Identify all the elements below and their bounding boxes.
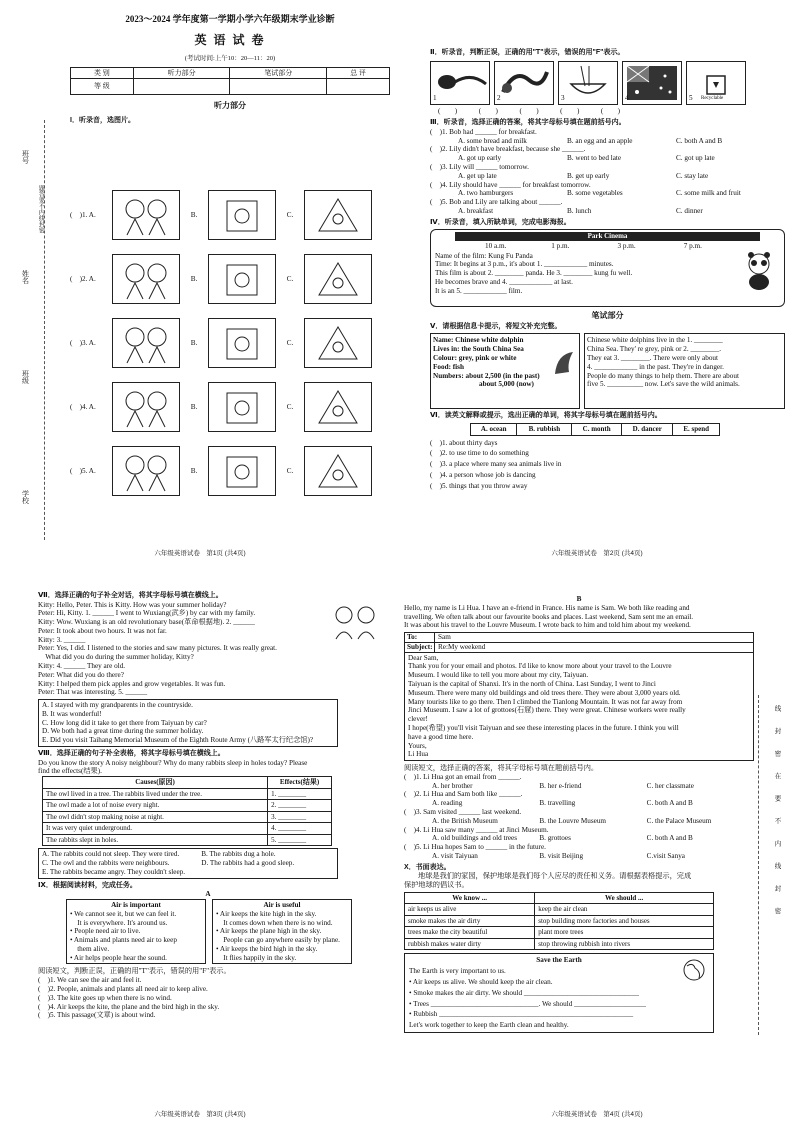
know-should-table	[404, 892, 714, 951]
table-cell: rubbish makes water dirty	[405, 938, 535, 950]
choice-item: E. Did you visit Taihang Memorial Museum of the Eighth Route Army (八路军太行纪念馆)?	[42, 736, 314, 745]
tf-pictures	[430, 61, 785, 105]
mc-option-c: C. some milk and fruit	[676, 189, 741, 198]
passage-line[interactable]: China Sea. They' re grey, pink or 2. ________.	[587, 345, 722, 354]
mc-question[interactable]: ( )2. Lily didn't have breakfast, because she ______.	[430, 145, 586, 154]
passage-line[interactable]: 4. ____________ in the past. They're in danger.	[587, 362, 724, 371]
mc-item	[404, 808, 754, 826]
part-a-label: A	[205, 890, 211, 899]
box-line: • We cannot see it, but we can feel it.	[70, 909, 177, 918]
tf-item[interactable]: ( )5. This passage(文章) is about wind.	[38, 1011, 156, 1020]
choice-item: B. It was wonderful!	[42, 709, 102, 718]
q8-intro-line: find the effects(结果).	[38, 767, 102, 776]
option-c-label: C.	[286, 210, 294, 219]
dolphin-icon	[551, 348, 577, 378]
card-line: Lives in: the South China Sea	[433, 345, 524, 354]
essay-box	[404, 953, 714, 1032]
essay-line[interactable]: • Smoke makes the air dirty. We should ________________________________	[409, 988, 639, 997]
seal-dashed-line	[44, 120, 45, 540]
mc-option-a: A. breakfast	[458, 206, 494, 215]
mc-option-a: A. two hamburgers	[458, 189, 514, 198]
email-line: Yours,	[408, 741, 427, 750]
section-3-heading: Ⅲ．听录音，选择正确的答案，将其字母标号填在题前括号内。	[430, 119, 626, 127]
definition-item[interactable]: ( )2. to use time to do something	[430, 449, 529, 458]
mc-option-b: B. an egg and an apple	[567, 136, 633, 145]
table-cell: trees make the city beautiful	[405, 927, 535, 939]
australia-flag-picture: 4	[622, 61, 682, 105]
mc-option-b: B. lunch	[567, 206, 592, 215]
card-line: Name: Chinese white dolphin	[433, 336, 524, 345]
score-header: 总 评	[327, 67, 390, 79]
question-number[interactable]: ( )5. A.	[70, 466, 96, 475]
mc-option-b: B. get up early	[567, 171, 610, 180]
mc-item	[430, 145, 785, 163]
food-picture-a[interactable]	[112, 254, 180, 304]
section-6-heading: Ⅵ．读英文解释或提示，选出正确的单词，将其字母标号填在题前括号内。	[430, 412, 662, 420]
word-option: A. ocean	[471, 424, 517, 436]
email-line: Li Hua	[408, 750, 429, 759]
mc-options	[430, 207, 785, 216]
tf-item[interactable]: ( )3. The kite goes up when there is no wind.	[38, 993, 172, 1002]
mc-question[interactable]: ( )5. Li Hua hopes Sam to ______ in the future.	[404, 843, 546, 852]
choice-item: A. The rabbits could not sleep. They were tired.	[42, 850, 180, 859]
show-times	[485, 242, 750, 251]
mc-option-c: C.visit Sanya	[646, 851, 685, 860]
kids-picture-b[interactable]	[208, 190, 276, 240]
email-line: I hope(希望) you'll visit Taiyuan and see these interesting places in the future. I think you will	[408, 723, 679, 732]
score-header: 听力部分	[133, 67, 230, 79]
kids-picture-a[interactable]	[112, 190, 180, 240]
section-5-heading: Ⅴ．请根据信息卡提示，将短文补充完整。	[430, 322, 562, 330]
email-subject-row	[405, 643, 753, 653]
table-header: We should ...	[535, 892, 714, 904]
cinema-name: Park Cinema	[455, 232, 760, 241]
option-b-label: B.	[190, 338, 198, 347]
email-line: Many tourists like to go there. Then I climbed the Tianlong Mountain. It was not far away from	[408, 697, 683, 706]
mc-option-b: B. the Louvre Museum	[539, 816, 607, 825]
writing-title: 笔试部分	[591, 311, 624, 321]
subject-label: Subject:	[405, 643, 435, 652]
section-7-heading: Ⅶ．选择正确的句子补全对话，将其字母标号填在横线上。	[38, 592, 223, 599]
essay-line: Let's work together to keep the Earth clean and healthy.	[409, 1021, 569, 1030]
score-cell[interactable]	[133, 79, 230, 95]
dialog-line[interactable]: Kitty: 3. ______	[38, 635, 86, 644]
option-b-label: B.	[190, 466, 198, 475]
to-label: To:	[405, 633, 435, 642]
option-c-label: C.	[286, 338, 294, 347]
section-1-heading: I．听录音，选图片。	[70, 116, 135, 124]
question-number[interactable]: ( )2. A.	[70, 274, 96, 283]
option-c-label: C.	[286, 274, 294, 283]
picture-question	[70, 318, 395, 368]
essay-line: • Air keeps us alive. We should keep the air clean.	[409, 977, 553, 986]
mc-item	[430, 198, 785, 216]
mc-option-a: A. reading	[432, 799, 463, 808]
question-number[interactable]: ( )3. A.	[70, 338, 96, 347]
mc-options	[430, 137, 785, 146]
dialog-line: Kitty: Hello, Peter. This is Kitty. How was your summer holiday?	[38, 600, 227, 609]
show-time: 3 p.m.	[617, 241, 636, 250]
page-1	[0, 0, 400, 562]
food-picture-c[interactable]	[304, 254, 372, 304]
mc-option-c: C. her classmate	[646, 781, 694, 790]
mc-question[interactable]: ( )1. Li Hua got an email from ______.	[404, 772, 522, 781]
mc-option-a: A. get up late	[458, 171, 497, 180]
option-b-label: B.	[190, 210, 198, 219]
definition-item[interactable]: ( )1. about thirty days	[430, 438, 498, 447]
email-line: Museum. There were many old buildings and old trees there. They were about 3,000 years old.	[408, 688, 681, 697]
table-cell: air keeps us alive	[405, 904, 535, 916]
definition-item[interactable]: ( )4. a person whose job is dancing	[430, 470, 536, 479]
word-option: C. month	[572, 424, 622, 436]
effect-cell[interactable]: 1. ________	[268, 788, 332, 800]
mc-option-b: B. grottoes	[539, 834, 571, 843]
poster-line[interactable]: He becomes brave and 4. ____________ at last.	[435, 277, 573, 286]
section-8-heading: Ⅷ．选择正确的句子补全表格，将其字母标号填在横线上。	[38, 750, 225, 758]
mc-option-b: B. visit Beijing	[539, 851, 584, 860]
word-option: D. dancer	[622, 424, 673, 436]
air-important-box	[66, 899, 206, 964]
school-item-picture-b[interactable]	[208, 446, 276, 496]
mc-option-c: C. both A and B	[676, 136, 723, 145]
to-value: Sam	[438, 633, 451, 642]
definition-item[interactable]: ( )5. things that you throw away	[430, 481, 528, 490]
dialog-line[interactable]: Peter: Hi, Kitty. 1. ______ I went to Wuxiang(武乡) by car with my family.	[38, 609, 256, 618]
option-b-label: B.	[190, 274, 198, 283]
mc-options	[404, 782, 754, 791]
insect-picture-a[interactable]	[112, 382, 180, 432]
passage-line[interactable]: They eat 3. ________. There were only about	[587, 354, 718, 363]
email-line: have a good time here.	[408, 732, 474, 741]
mc-item	[430, 181, 785, 199]
email-window	[404, 632, 754, 761]
dialog-line: Peter: What did you do there?	[38, 670, 124, 679]
box-line: • Air helps people hear the sound.	[70, 953, 167, 962]
section-9-heading: Ⅸ．根据阅读材料，完成任务。	[38, 881, 137, 889]
write-intro-line: 地球是我们的家园，保护地球是我们每个人应尽的责任和义务。请根据表格提示，完成	[418, 872, 692, 881]
side-label-name: 姓名	[21, 270, 29, 284]
page-footer: 六年级英语试卷 第2页 (共4页)	[551, 550, 643, 558]
school-item-picture-c[interactable]	[304, 446, 372, 496]
score-cell[interactable]	[230, 79, 327, 95]
table-header: Causes(原因)	[43, 777, 268, 789]
air-useful-box	[212, 899, 352, 964]
dialog-choices	[38, 699, 338, 747]
mc-question[interactable]: ( )3. Sam visited ______ last weekend.	[404, 807, 522, 816]
picture-question	[70, 190, 395, 240]
mc-option-b: B. her e-friend	[539, 781, 582, 790]
mc-item	[430, 163, 785, 181]
choice-item: D. We both had a great time during the summer holiday.	[42, 727, 204, 736]
mc-option-c: C. both A and B	[646, 799, 693, 808]
activity-picture-a[interactable]	[112, 318, 180, 368]
essay-line: The Earth is very important to us.	[409, 967, 506, 976]
exam-time: (考试时间:上午10：20—11：20)	[184, 54, 276, 62]
score-header: 类 别	[71, 67, 134, 79]
picture-question	[70, 446, 395, 496]
table-cell: stop building more factories and houses	[535, 915, 714, 927]
mc-option-a: A. some bread and milk	[458, 136, 527, 145]
email-line: Taiyuan is the capital of Shanxi. It's in the north of China. Last Sunday, I went to Jinci	[408, 680, 656, 689]
dialog-line: Peter: It took about two hours. It was not far.	[38, 626, 167, 635]
dolphin-passage	[584, 333, 785, 409]
mc-options	[404, 799, 754, 808]
dolphin-section	[430, 333, 785, 409]
mc-option-c: C. the Palace Museum	[646, 816, 712, 825]
score-row-label: 等 级	[71, 79, 134, 95]
mc-question[interactable]: ( )3. Lily will ______ tomorrow.	[430, 162, 529, 171]
mc-question[interactable]: ( )1. Bob had ______ for breakfast.	[430, 127, 537, 136]
section-2-heading: Ⅱ．听录音，判断正误，正确的用"T"表示，错误的用"F"表示。	[430, 49, 625, 56]
listening-title: 听力部分	[214, 101, 246, 111]
show-time: 1 p.m.	[551, 241, 570, 250]
q8-intro-line: Do you know the story A noisy neighbour? Why do many rabbits sleep in holes today? Please	[38, 758, 308, 767]
dolphin-info-card	[430, 333, 580, 409]
dialog-line[interactable]: Peter: That was interesting. 5. ______	[38, 688, 148, 697]
mc-options	[430, 189, 785, 198]
intro-line: Hello, my name is Li Hua. I have an e-friend in France. His name is Sam. We both like reading and	[404, 603, 690, 612]
email-line: clever!	[408, 715, 428, 724]
passage-line[interactable]: Chinese white dolphins live in the 1. ________	[587, 336, 723, 345]
cause-effect-table	[42, 776, 332, 846]
mc-options	[404, 817, 754, 826]
tf-item[interactable]: ( )1. We can see the air and feel it.	[38, 976, 142, 985]
dialog-line: Peter: Yes, I did. I listened to the stories and saw many pictures. It was really great.	[38, 644, 277, 653]
card-line: about 5,000 (now)	[479, 380, 534, 389]
mc-option-c: C. dinner	[676, 206, 703, 215]
cinema-poster	[430, 229, 785, 307]
mc-options	[404, 852, 754, 861]
kids-picture-c[interactable]	[304, 190, 372, 240]
mc-options	[430, 154, 785, 163]
poster-line[interactable]: Time: It begins at 3 p.m., it's about 1. ____________ minutes.	[435, 260, 614, 269]
mc-option-a: A. got up early	[458, 154, 502, 163]
page-4	[400, 575, 794, 1123]
mc-question[interactable]: ( )4. Li Hua saw many ______ at Jinci Museum.	[404, 825, 549, 834]
part-b-label: B	[576, 595, 582, 603]
mc-item	[430, 128, 785, 146]
activity-picture-c[interactable]	[304, 318, 372, 368]
box-line: It flies happily in the sky.	[216, 953, 297, 962]
card-line: Colour: grey, pink or white	[433, 354, 517, 363]
mc-option-b: B. travelling	[539, 799, 576, 808]
box-title: Air is important	[111, 900, 161, 909]
email-line: Jinci Museum. I saw a lot of grottoes(石窟) there. They were great. Chinese workers were really	[408, 706, 686, 715]
card-line: Food: fish	[433, 362, 464, 371]
page-footer: 六年级英语试卷 第4页 (共4页)	[551, 1111, 643, 1119]
exam-title: 2023～2024 学年度第一学期小学六年级期末学业诊断	[125, 14, 335, 24]
q10-intro: 阅读短文，选择正确的答案，将其字母标号填在题前括号内。	[404, 764, 599, 773]
air-passages	[66, 899, 378, 964]
poster-line[interactable]: This film is about 2. ________ panda. He 3. ________ kung fu well.	[435, 269, 633, 278]
definition-item[interactable]: ( )3. a place where many sea animals live in	[430, 460, 562, 469]
cause-cell: The rabbits slept in holes.	[43, 834, 268, 846]
write-intro-line: 保护地球的倡议书。	[404, 880, 469, 889]
cause-cell: The owl lived in a tree. The rabbits lived under the tree.	[43, 788, 268, 800]
school-item-picture-a[interactable]	[112, 446, 180, 496]
mc-option-c: C. both A and B	[646, 834, 693, 843]
table-cell: plant more trees	[535, 927, 714, 939]
option-b-label: B.	[190, 402, 198, 411]
show-time: 10 a.m.	[485, 241, 507, 250]
choice-item: D. The rabbits had a good sleep.	[201, 859, 295, 868]
tadpole-picture: 1	[430, 61, 490, 105]
choice-item: E. The rabbits became angry. They couldn't sleep.	[42, 867, 186, 876]
picture-question	[70, 382, 395, 432]
poster-line: Name of the film: Kung Fu Panda	[435, 251, 533, 260]
exam-subtitle: 英 语 试 卷	[194, 32, 266, 47]
mc-option-c: C. got up late	[676, 154, 715, 163]
mc-options	[430, 172, 785, 181]
mc-item	[404, 790, 754, 808]
box-line: them alive.	[70, 944, 110, 953]
page-2	[400, 0, 794, 562]
dialog-line[interactable]: Kitty: Wow. Wuxiang is an old revolutionary base(革命根据地). 2. ______	[38, 618, 255, 627]
table-header: We know ...	[405, 892, 535, 904]
box-line: • Air keeps the kite high in the sky.	[216, 909, 317, 918]
question-number[interactable]: ( )4. A.	[70, 402, 96, 411]
choice-item: C. How long did it take to get there from Taiyuan by car?	[42, 718, 207, 727]
mc-option-b: B. went to bed late	[567, 154, 622, 163]
score-header: 笔试部分	[230, 67, 327, 79]
email-to-row	[405, 633, 753, 643]
dragon-picture: 2	[494, 61, 554, 105]
cause-cell: The owl didn't stop making noise at night.	[43, 811, 268, 823]
cause-cell: The owl made a lot of noise every night.	[43, 800, 268, 812]
earth-icon	[681, 958, 707, 982]
picture-question	[70, 254, 395, 304]
score-cell[interactable]	[327, 79, 390, 95]
page-3	[0, 575, 400, 1123]
mc-item	[404, 826, 754, 844]
subject-value: Re:My weekend	[438, 642, 486, 651]
essay-line[interactable]: • Trees ______________________________. We should ____________________	[409, 999, 646, 1008]
table-cell: smoke makes the air dirty	[405, 915, 535, 927]
table-header: Effects(结果)	[268, 777, 332, 789]
side-label-class: 班级	[21, 370, 29, 384]
tf-answer-brackets[interactable]: ( ) ( ) ( ) ( ) ( )	[438, 106, 621, 115]
recyclable-label: Recyclable	[701, 96, 724, 102]
box-title: Air is useful	[263, 900, 301, 909]
effect-cell[interactable]: 3. ________	[268, 811, 332, 823]
card-line: Numbers: about 2,500 (in the past)	[433, 371, 540, 380]
page-footer: 六年级英语试卷 第1页 (共4页)	[154, 550, 246, 558]
box-line: People can go anywhere easily by plane.	[216, 936, 340, 945]
word-bank	[470, 423, 720, 436]
page-footer: 六年级英语试卷 第3页 (共4页)	[154, 1111, 246, 1119]
passage-line: People do many things to help them. There are about	[587, 371, 739, 380]
mc-option-c: C. stay late	[676, 171, 709, 180]
effect-choices	[38, 848, 338, 878]
effect-cell[interactable]: 2. ________	[268, 800, 332, 812]
passage-line[interactable]: five 5. __________ now. Let's save the wild animals.	[587, 380, 740, 389]
right-seal-line	[758, 695, 794, 1035]
insect-picture-c[interactable]	[304, 382, 372, 432]
box-line: It is everywhere. It's around us.	[70, 918, 168, 927]
option-c-label: C.	[286, 466, 294, 475]
essay-line[interactable]: • Rubbish ______________________________________________________	[409, 1010, 634, 1019]
table-cell: stop throwing rubbish into rivers	[535, 938, 714, 950]
mc-question[interactable]: ( )4. Lily should have ______ for breakfast tomorrow.	[430, 180, 591, 189]
choice-item: A. I stayed with my grandparents in the countryside.	[42, 701, 193, 710]
box-line: It comes down when there is no wind.	[216, 918, 333, 927]
section-10-heading: X．书面表达。	[404, 863, 451, 871]
mc-question[interactable]: ( )5. Bob and Lily are talking about ______.	[430, 198, 563, 207]
box-line: • Air keeps the bird high in the sky.	[216, 944, 318, 953]
poster-line[interactable]: It is an 5. ____________ film.	[435, 286, 523, 295]
intro-line: It was about his travel to the Louvre Museum. I wrote back to him and told him about my weekend.	[404, 621, 691, 630]
effect-cell[interactable]: 4. ________	[268, 823, 332, 835]
email-body	[405, 653, 753, 760]
insect-picture-b[interactable]	[208, 382, 276, 432]
cause-cell: It was very quiet underground.	[43, 823, 268, 835]
dialog-line: What did you do during the summer holiday, Kitty?	[38, 653, 194, 662]
food-picture-b[interactable]	[208, 254, 276, 304]
mc-options	[404, 834, 754, 843]
dialog-line[interactable]: Kitty: 4. ______ They are old.	[38, 662, 126, 670]
panda-icon	[742, 250, 776, 290]
mc-option-a: A. the British Museum	[432, 816, 498, 825]
side-label-class-no: 班号	[21, 150, 29, 164]
dialog-line: Kitty: I helped them pick apples and grow vegetables. It was fun.	[38, 679, 226, 688]
mc-question[interactable]: ( )2. Li Hua and Sam both like ______.	[404, 790, 523, 799]
section-4-heading: Ⅳ．听录音，填入所缺单词，完成电影海报。	[430, 218, 571, 226]
box-line: • People need air to live.	[70, 927, 141, 936]
mc-option-a: A. her brother	[432, 781, 473, 790]
choice-item: C. The owl and the rabbits were neighbours.	[42, 859, 170, 868]
intro-line: travelling. We often talk about our favourite books and places. Last weekend, Sam sent me an email.	[404, 612, 694, 621]
activity-picture-b[interactable]	[208, 318, 276, 368]
word-option: E. spend	[673, 424, 720, 436]
box-line: • Air keeps the plane high in the sky.	[216, 927, 322, 936]
box-line: • Animals and plants need air to keep	[70, 936, 177, 945]
student-info-sidebar	[4, 130, 42, 530]
recycle-bin-picture: 5 Recyclable	[686, 61, 746, 105]
effect-cell[interactable]: 5. ________	[268, 834, 332, 846]
seal-line-text: 题答要不内线封密	[37, 185, 44, 233]
mc-item	[404, 773, 754, 791]
word-option: B. rubbish	[517, 424, 572, 436]
choice-item: B. The rabbits dug a hole.	[201, 850, 276, 859]
mc-option-a: A. visit Taiyuan	[432, 851, 478, 860]
essay-title: Save the Earth	[536, 956, 582, 965]
question-number[interactable]: ( )1. A.	[70, 210, 96, 219]
email-line: Museum. I would like to tell you more about my city, Taiyuan.	[408, 671, 589, 680]
tf-item[interactable]: ( )2. People, animals and plants all need air to keep alive.	[38, 985, 208, 993]
option-c-label: C.	[286, 402, 294, 411]
email-line: Dear Sam,	[408, 653, 439, 662]
tf-item[interactable]: ( )4. Air keeps the kite, the plane and the bird high in the sky.	[38, 1002, 220, 1011]
kids-talking-icon	[332, 601, 378, 641]
score-table	[70, 67, 390, 96]
side-label-school: 学校	[21, 490, 29, 504]
mc-option-a: A. old buildings and old trees	[432, 834, 518, 843]
noodles-picture: 3	[558, 61, 618, 105]
show-time: 7 p.m.	[683, 241, 702, 250]
table-cell: keep the air clean	[535, 904, 714, 916]
right-seal-text: 线封密在要不内线封密	[773, 705, 781, 930]
mc-item	[404, 843, 754, 861]
mc-option-b: B. some vegetables	[567, 189, 623, 198]
email-line: Thank you for your email and photos. I'd like to know more about your travel to the Louvre	[408, 662, 672, 671]
q9-intro: 阅读短文，判断正误，正确的用"T"表示，错误的用"F"表示。	[38, 967, 231, 976]
